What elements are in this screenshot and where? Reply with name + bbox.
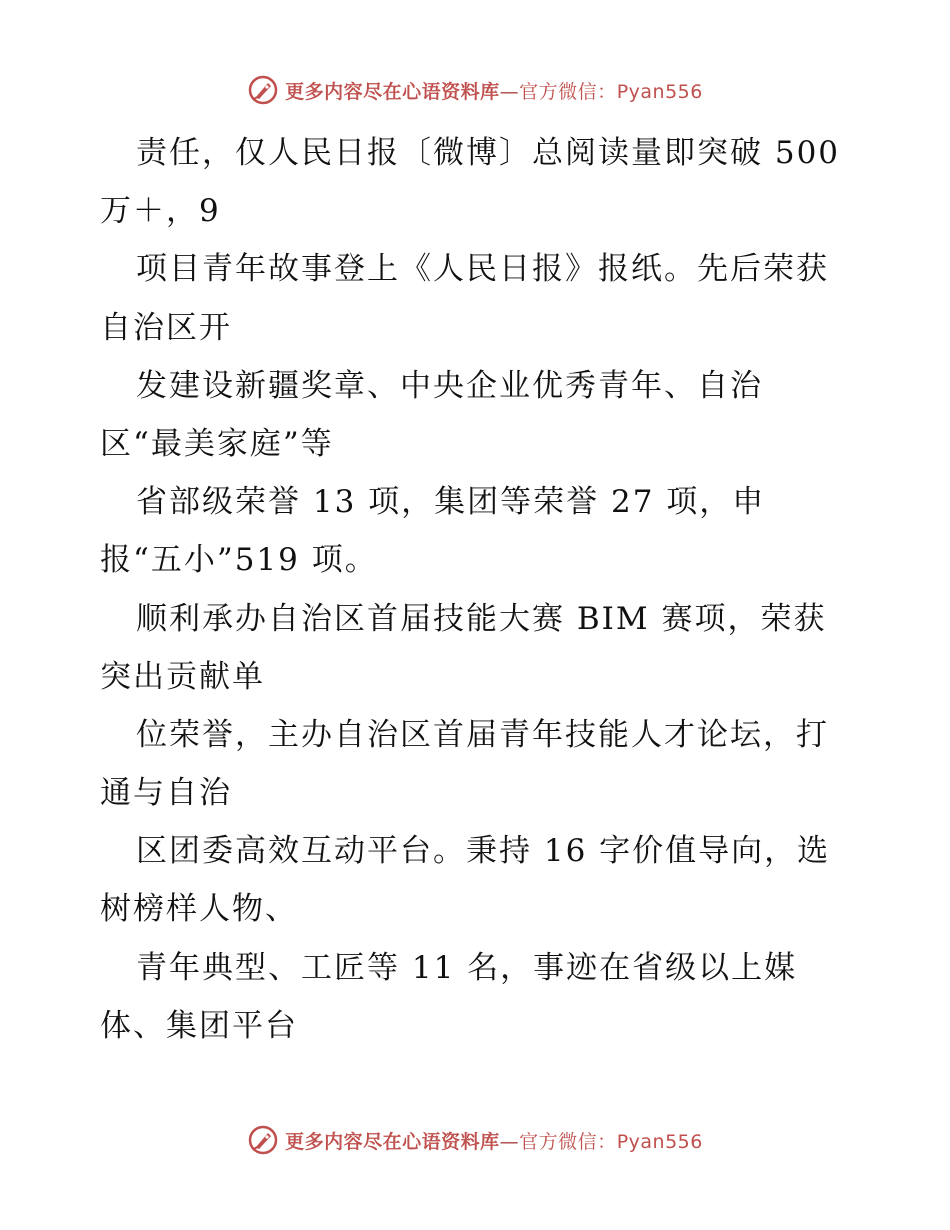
text-line: 责任，仅人民日报〔微博〕总阅读量即突破 500	[136, 135, 841, 171]
watermark-wechat-label: 官方微信：	[519, 80, 617, 103]
watermark-main: 更多内容尽在心语资料库	[285, 80, 500, 103]
watermark-wechat-id: Pyan556	[616, 1130, 703, 1153]
text-line: 树榜样人物、	[100, 891, 298, 928]
watermark-wechat-id: Pyan556	[616, 80, 703, 103]
watermark-text	[285, 77, 703, 104]
text-line: 发建设新疆奖章、中央企业优秀青年、自治	[136, 367, 763, 404]
text-line: 通与自治	[100, 775, 232, 812]
watermark-text	[285, 1127, 703, 1154]
text-line: 项目青年故事登上《人民日报》报纸。先后荣获	[136, 251, 829, 288]
text-line: 省部级荣誉 13 项，集团等荣誉 27 项，申	[136, 484, 766, 521]
pen-nib-logo-icon	[247, 1124, 279, 1156]
text-line: 自治区开	[100, 309, 232, 346]
watermark-separator: —	[499, 1130, 520, 1153]
text-line: 体、集团平台	[100, 1007, 298, 1044]
text-line: 区“最美家庭”等	[100, 425, 334, 462]
pen-nib-logo-icon	[247, 74, 279, 106]
text-line: 区团委高效互动平台。秉持 16 字价值导向，选	[136, 833, 831, 870]
text-line: 顺利承办自治区首届技能大赛 BIM 赛项，荣获	[136, 600, 827, 637]
watermark-separator: —	[499, 80, 520, 103]
watermark-header	[0, 70, 950, 110]
text-line: 报“五小”519 项。	[100, 542, 378, 579]
watermark-main: 更多内容尽在心语资料库	[285, 1130, 500, 1153]
text-line: 青年典型、工匠等 11 名，事迹在省级以上媒	[136, 949, 798, 986]
text-line: 位荣誉，主办自治区首届青年技能人才论坛，打	[136, 716, 829, 753]
text-line: 突出贡献单	[100, 658, 265, 695]
document-body	[100, 124, 880, 1055]
text-line: 万＋，9	[100, 193, 221, 230]
watermark-footer	[0, 1120, 950, 1160]
watermark-wechat-label: 官方微信：	[519, 1130, 617, 1153]
